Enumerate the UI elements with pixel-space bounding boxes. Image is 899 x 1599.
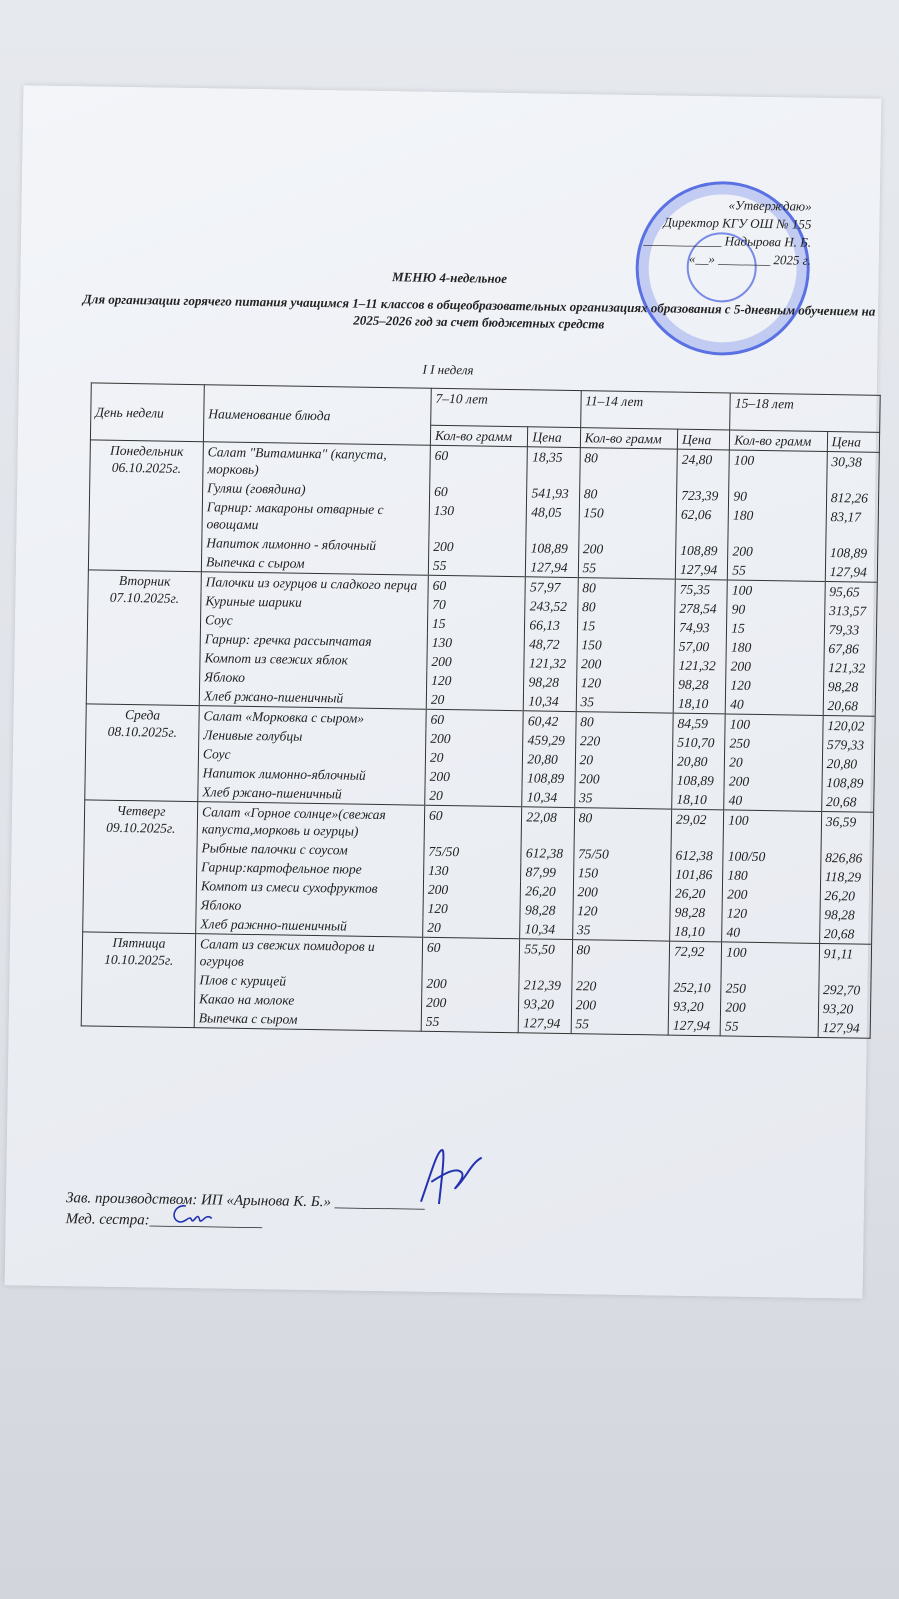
price-cell: 62,06 [676, 505, 729, 542]
price-cell: 67,86 [824, 639, 877, 659]
dish-name: Соус [198, 744, 425, 767]
price-cell: 87,99 [521, 862, 574, 882]
qty-cell: 180 [728, 505, 826, 543]
price-cell: 108,89 [522, 768, 575, 788]
qty-cell: 15 [427, 614, 525, 635]
qty-cell: 100 [725, 714, 823, 735]
dish-name: Какао на молоке [195, 989, 422, 1012]
price-cell: 98,28 [674, 675, 727, 695]
price-cell: 459,29 [523, 730, 576, 750]
qty-cell: 200 [724, 771, 822, 792]
day-date: 08.10.2025г. [107, 723, 178, 740]
dish-name: Салат из свежих помидоров и огурцов [195, 934, 423, 974]
price-cell: 22,08 [522, 807, 575, 844]
qty-cell: 55 [720, 1016, 818, 1037]
nurse-line: Мед. сестра:_______________ [65, 1211, 263, 1231]
price-cell: 91,11 [819, 943, 872, 980]
qty-cell: 75/50 [424, 842, 522, 863]
qty-cell: 150 [573, 863, 671, 884]
dish-name: Хлеб ржано-пшеничный [198, 782, 425, 805]
approval-line: «Утверждаю» [728, 197, 812, 214]
qty-cell: 180 [726, 637, 824, 658]
day-date: 07.10.2025г. [109, 589, 180, 606]
dish-name: Компот из свежих яблок [200, 648, 427, 671]
price-cell: 48,05 [526, 502, 579, 539]
qty-cell: 15 [727, 618, 825, 639]
qty-cell: 35 [576, 692, 674, 713]
day-name: Четверг [116, 802, 166, 819]
day-cell [81, 932, 195, 1028]
qty-cell: 120 [722, 903, 820, 924]
dish-name: Напиток лимонно - яблочный [202, 533, 429, 556]
dish-name: Яблоко [200, 667, 427, 690]
qty-cell: 200 [576, 654, 674, 675]
dish-name: Хлеб ражнно-пшеничный [196, 914, 423, 937]
qty-cell: 80 [579, 448, 677, 486]
qty-cell: 120 [576, 673, 674, 694]
price-cell: 10,34 [522, 787, 575, 807]
price-cell: 55,50 [519, 939, 572, 976]
qty-cell: 55 [421, 1012, 519, 1033]
price-cell: 10,34 [524, 691, 577, 711]
day-cell [86, 570, 201, 706]
qty-cell: 220 [571, 976, 669, 997]
qty-cell: 35 [574, 788, 672, 809]
price-cell: 98,28 [520, 900, 573, 920]
approval-block [643, 195, 812, 270]
qty-cell: 150 [577, 635, 675, 656]
qty-cell: 200 [573, 882, 671, 903]
price-cell: 10,34 [520, 919, 573, 939]
qty-cell: 130 [424, 861, 522, 882]
dish-name: Напиток лимонно-яблочный [198, 763, 425, 786]
qty-cell: 200 [723, 884, 821, 905]
qty-cell: 120 [726, 675, 824, 696]
approval-line: ____________ Надырова Н. Б. [643, 232, 812, 250]
price-cell: 83,17 [826, 507, 879, 544]
day-name: Среда [124, 707, 161, 723]
header-price: Цена [677, 429, 730, 450]
qty-cell: 100/50 [723, 846, 821, 867]
price-cell: 98,28 [670, 903, 723, 923]
price-cell: 127,94 [825, 562, 878, 582]
price-cell: 57,97 [525, 577, 578, 597]
day-cell [83, 800, 198, 934]
qty-cell: 20 [426, 690, 524, 711]
dish-name: Выпечка с сыром [201, 552, 428, 575]
dish-name: Салат "Витаминка" (капуста, морковь) [203, 442, 431, 482]
price-cell: 93,20 [669, 997, 722, 1017]
price-cell: 723,39 [677, 486, 730, 506]
price-cell: 84,59 [673, 713, 726, 733]
price-cell: 108,89 [672, 771, 725, 791]
price-cell: 120,02 [823, 715, 876, 735]
price-cell: 36,59 [821, 811, 874, 848]
day-cell [85, 704, 199, 802]
qty-cell: 40 [722, 922, 820, 943]
qty-cell: 180 [723, 865, 821, 886]
price-cell: 252,10 [669, 978, 722, 998]
price-cell: 72,92 [669, 941, 722, 978]
dish-name: Яблоко [196, 895, 423, 918]
price-cell: 278,54 [675, 599, 728, 619]
price-cell: 127,94 [668, 1016, 721, 1036]
header-age-7-10: 7–10 лет [431, 388, 581, 427]
header-day: День недели [90, 383, 204, 442]
qty-cell: 60 [426, 709, 524, 730]
qty-cell: 20 [575, 750, 673, 771]
qty-cell: 90 [729, 486, 827, 507]
price-cell: 108,89 [676, 541, 729, 561]
price-cell: 212,39 [519, 975, 572, 995]
qty-cell: 250 [725, 733, 823, 754]
qty-cell: 150 [579, 503, 677, 541]
price-cell: 98,28 [524, 672, 577, 692]
dish-name: Гуляш (говядина) [203, 478, 430, 501]
header-age-11-14: 11–14 лет [580, 391, 730, 430]
qty-cell: 200 [423, 880, 521, 901]
qty-cell: 40 [724, 790, 822, 811]
price-cell: 108,89 [526, 538, 579, 558]
qty-cell: 200 [426, 729, 524, 750]
price-cell: 20,68 [823, 696, 876, 716]
header-price: Цена [827, 432, 880, 453]
menu-table [81, 382, 881, 1038]
price-cell: 26,20 [820, 886, 873, 906]
qty-cell: 200 [571, 995, 669, 1016]
header-qty: Кол-во грамм [430, 425, 528, 447]
price-cell: 579,33 [822, 735, 875, 755]
qty-cell: 80 [579, 484, 677, 505]
qty-cell: 120 [427, 671, 525, 692]
price-cell: 313,57 [824, 601, 877, 621]
qty-cell: 200 [425, 767, 523, 788]
price-cell: 60,42 [523, 711, 576, 731]
price-cell: 118,29 [820, 867, 873, 887]
qty-cell: 130 [429, 501, 527, 539]
document-title: МЕНЮ 4-недельное [391, 269, 508, 286]
qty-cell: 200 [429, 537, 527, 558]
header-dish: Наименование блюда [203, 385, 431, 446]
qty-cell: 80 [574, 808, 672, 846]
qty-cell: 80 [578, 578, 676, 599]
day-cell [88, 440, 203, 572]
dish-name: Гарнир: гречка рассыпчатая [200, 629, 427, 652]
price-cell: 98,28 [823, 677, 876, 697]
header-qty: Кол-во грамм [580, 428, 678, 450]
price-cell: 101,86 [671, 865, 724, 885]
qty-cell: 100 [723, 810, 821, 848]
qty-cell: 60 [428, 575, 526, 596]
price-cell: 108,89 [822, 773, 875, 793]
price-cell: 75,35 [675, 579, 728, 599]
day-date: 09.10.2025г. [106, 819, 176, 836]
qty-cell: 100 [729, 450, 827, 488]
dish-name: Палочки из огурцов и сладкого перца [201, 572, 428, 595]
price-cell: 20,68 [821, 792, 874, 812]
dish-name: Хлеб ржано-пшеничный [199, 686, 426, 709]
price-cell: 127,94 [818, 1018, 871, 1038]
price-cell: 18,10 [670, 922, 723, 942]
price-cell: 95,65 [825, 581, 878, 601]
dish-name: Гарнир: макароны отварные с овощами [202, 497, 430, 537]
day-name: Понедельник [109, 442, 184, 459]
document-subtitle: Для организации горячего питания учащимся 1–11 классов в общеобразовательных организациях образования с 5-дневным обучением на 2025–2026 год за счет бюджетных средств [82, 291, 876, 332]
dish-name: Выпечка с сыром [194, 1008, 421, 1031]
qty-cell: 70 [428, 595, 526, 616]
qty-cell: 55 [728, 560, 826, 581]
price-cell: 93,20 [818, 999, 871, 1019]
day-date: 06.10.2025г. [111, 459, 182, 476]
qty-cell: 55 [571, 1014, 669, 1035]
approval-line: Директор КГУ ОШ № 155 [663, 214, 812, 232]
price-cell: 98,28 [820, 905, 873, 925]
qty-cell: 60 [430, 445, 528, 483]
price-cell: 510,70 [673, 733, 726, 753]
qty-cell: 130 [427, 633, 525, 654]
price-cell: 74,93 [674, 618, 727, 638]
price-cell: 127,94 [519, 1013, 572, 1033]
qty-cell: 60 [424, 805, 522, 843]
qty-cell: 80 [577, 597, 675, 618]
qty-cell: 200 [421, 993, 519, 1014]
price-cell: 121,32 [674, 656, 727, 676]
qty-cell: 220 [575, 731, 673, 752]
price-cell: 20,68 [819, 924, 872, 944]
dish-name: Салат «Морковка с сыром» [199, 706, 426, 729]
header-price: Цена [528, 427, 581, 448]
price-cell: 20,80 [822, 754, 875, 774]
price-cell: 121,32 [524, 653, 577, 673]
dish-name: Ленивые голубцы [199, 725, 426, 748]
dish-name: Салат «Горное солнце»(свежая капуста,морковь и огурцы) [197, 802, 425, 842]
qty-cell: 200 [427, 652, 525, 673]
price-cell: 57,00 [674, 637, 727, 657]
qty-cell: 100 [727, 580, 825, 601]
price-cell: 79,33 [824, 620, 877, 640]
qty-cell: 120 [573, 901, 671, 922]
header-age-15-18: 15–18 лет [730, 393, 880, 432]
price-cell: 292,70 [818, 980, 871, 1000]
qty-cell: 200 [728, 541, 826, 562]
day-name: Вторник [118, 572, 171, 589]
qty-cell: 250 [721, 978, 819, 999]
qty-cell: 15 [577, 616, 675, 637]
qty-cell: 120 [423, 899, 521, 920]
price-cell: 20,80 [523, 749, 576, 769]
price-cell: 612,38 [521, 843, 574, 863]
menu-document [5, 85, 882, 1298]
qty-cell: 75/50 [573, 844, 671, 865]
price-cell: 812,26 [826, 488, 879, 508]
price-cell: 48,72 [525, 634, 578, 654]
qty-cell: 60 [430, 482, 528, 503]
price-cell: 18,10 [672, 790, 725, 810]
price-cell: 29,02 [671, 809, 724, 846]
footer [66, 1188, 425, 1236]
qty-cell: 55 [428, 556, 526, 577]
price-cell: 612,38 [671, 846, 724, 866]
approval-line: «__» ________ 2025 г. [688, 250, 811, 268]
dish-name: Рыбные палочки с соусом [197, 838, 424, 861]
price-cell: 30,38 [827, 452, 880, 489]
production-manager-line: Зав. производством: ИП «Арынова К. Б.» ____________ [65, 1190, 425, 1212]
dish-name: Гарнир:картофельное пюре [197, 857, 424, 880]
price-cell: 121,32 [824, 658, 877, 678]
qty-cell: 35 [572, 920, 670, 941]
price-cell: 93,20 [519, 994, 572, 1014]
qty-cell: 80 [572, 940, 670, 978]
price-cell: 26,20 [670, 884, 723, 904]
qty-cell: 55 [578, 558, 676, 579]
qty-cell: 20 [423, 918, 521, 939]
qty-cell: 20 [725, 752, 823, 773]
qty-cell: 100 [721, 942, 819, 980]
price-cell: 20,80 [672, 752, 725, 772]
dish-name: Компот из смеси сухофруктов [196, 876, 423, 899]
day-name: Пятница [112, 934, 166, 951]
qty-cell: 20 [425, 748, 523, 769]
price-cell: 108,89 [825, 543, 878, 563]
price-cell: 541,93 [527, 483, 580, 503]
qty-cell: 40 [726, 694, 824, 715]
week-label: I I неделя [422, 361, 474, 378]
qty-cell: 200 [578, 539, 676, 560]
price-cell: 127,94 [675, 560, 728, 580]
qty-cell: 200 [721, 997, 819, 1018]
price-cell: 18,35 [527, 447, 580, 484]
price-cell: 243,52 [525, 596, 578, 616]
day-date: 10.10.2025г. [104, 951, 174, 968]
qty-cell: 20 [425, 786, 523, 807]
qty-cell: 80 [576, 712, 674, 733]
price-cell: 127,94 [526, 557, 579, 577]
price-cell: 826,86 [821, 848, 874, 868]
dish-name: Соус [200, 610, 427, 633]
qty-cell: 200 [575, 769, 673, 790]
qty-cell: 60 [422, 937, 520, 975]
header-qty: Кол-во грамм [730, 430, 828, 452]
price-cell: 18,10 [673, 694, 726, 714]
qty-cell: 90 [727, 599, 825, 620]
price-cell: 24,80 [677, 449, 730, 486]
qty-cell: 200 [726, 656, 824, 677]
qty-cell: 200 [422, 974, 520, 995]
dish-name: Плов с курицей [195, 970, 422, 993]
dish-name: Куриные шарики [201, 591, 428, 614]
price-cell: 66,13 [525, 615, 578, 635]
price-cell: 26,20 [521, 881, 574, 901]
